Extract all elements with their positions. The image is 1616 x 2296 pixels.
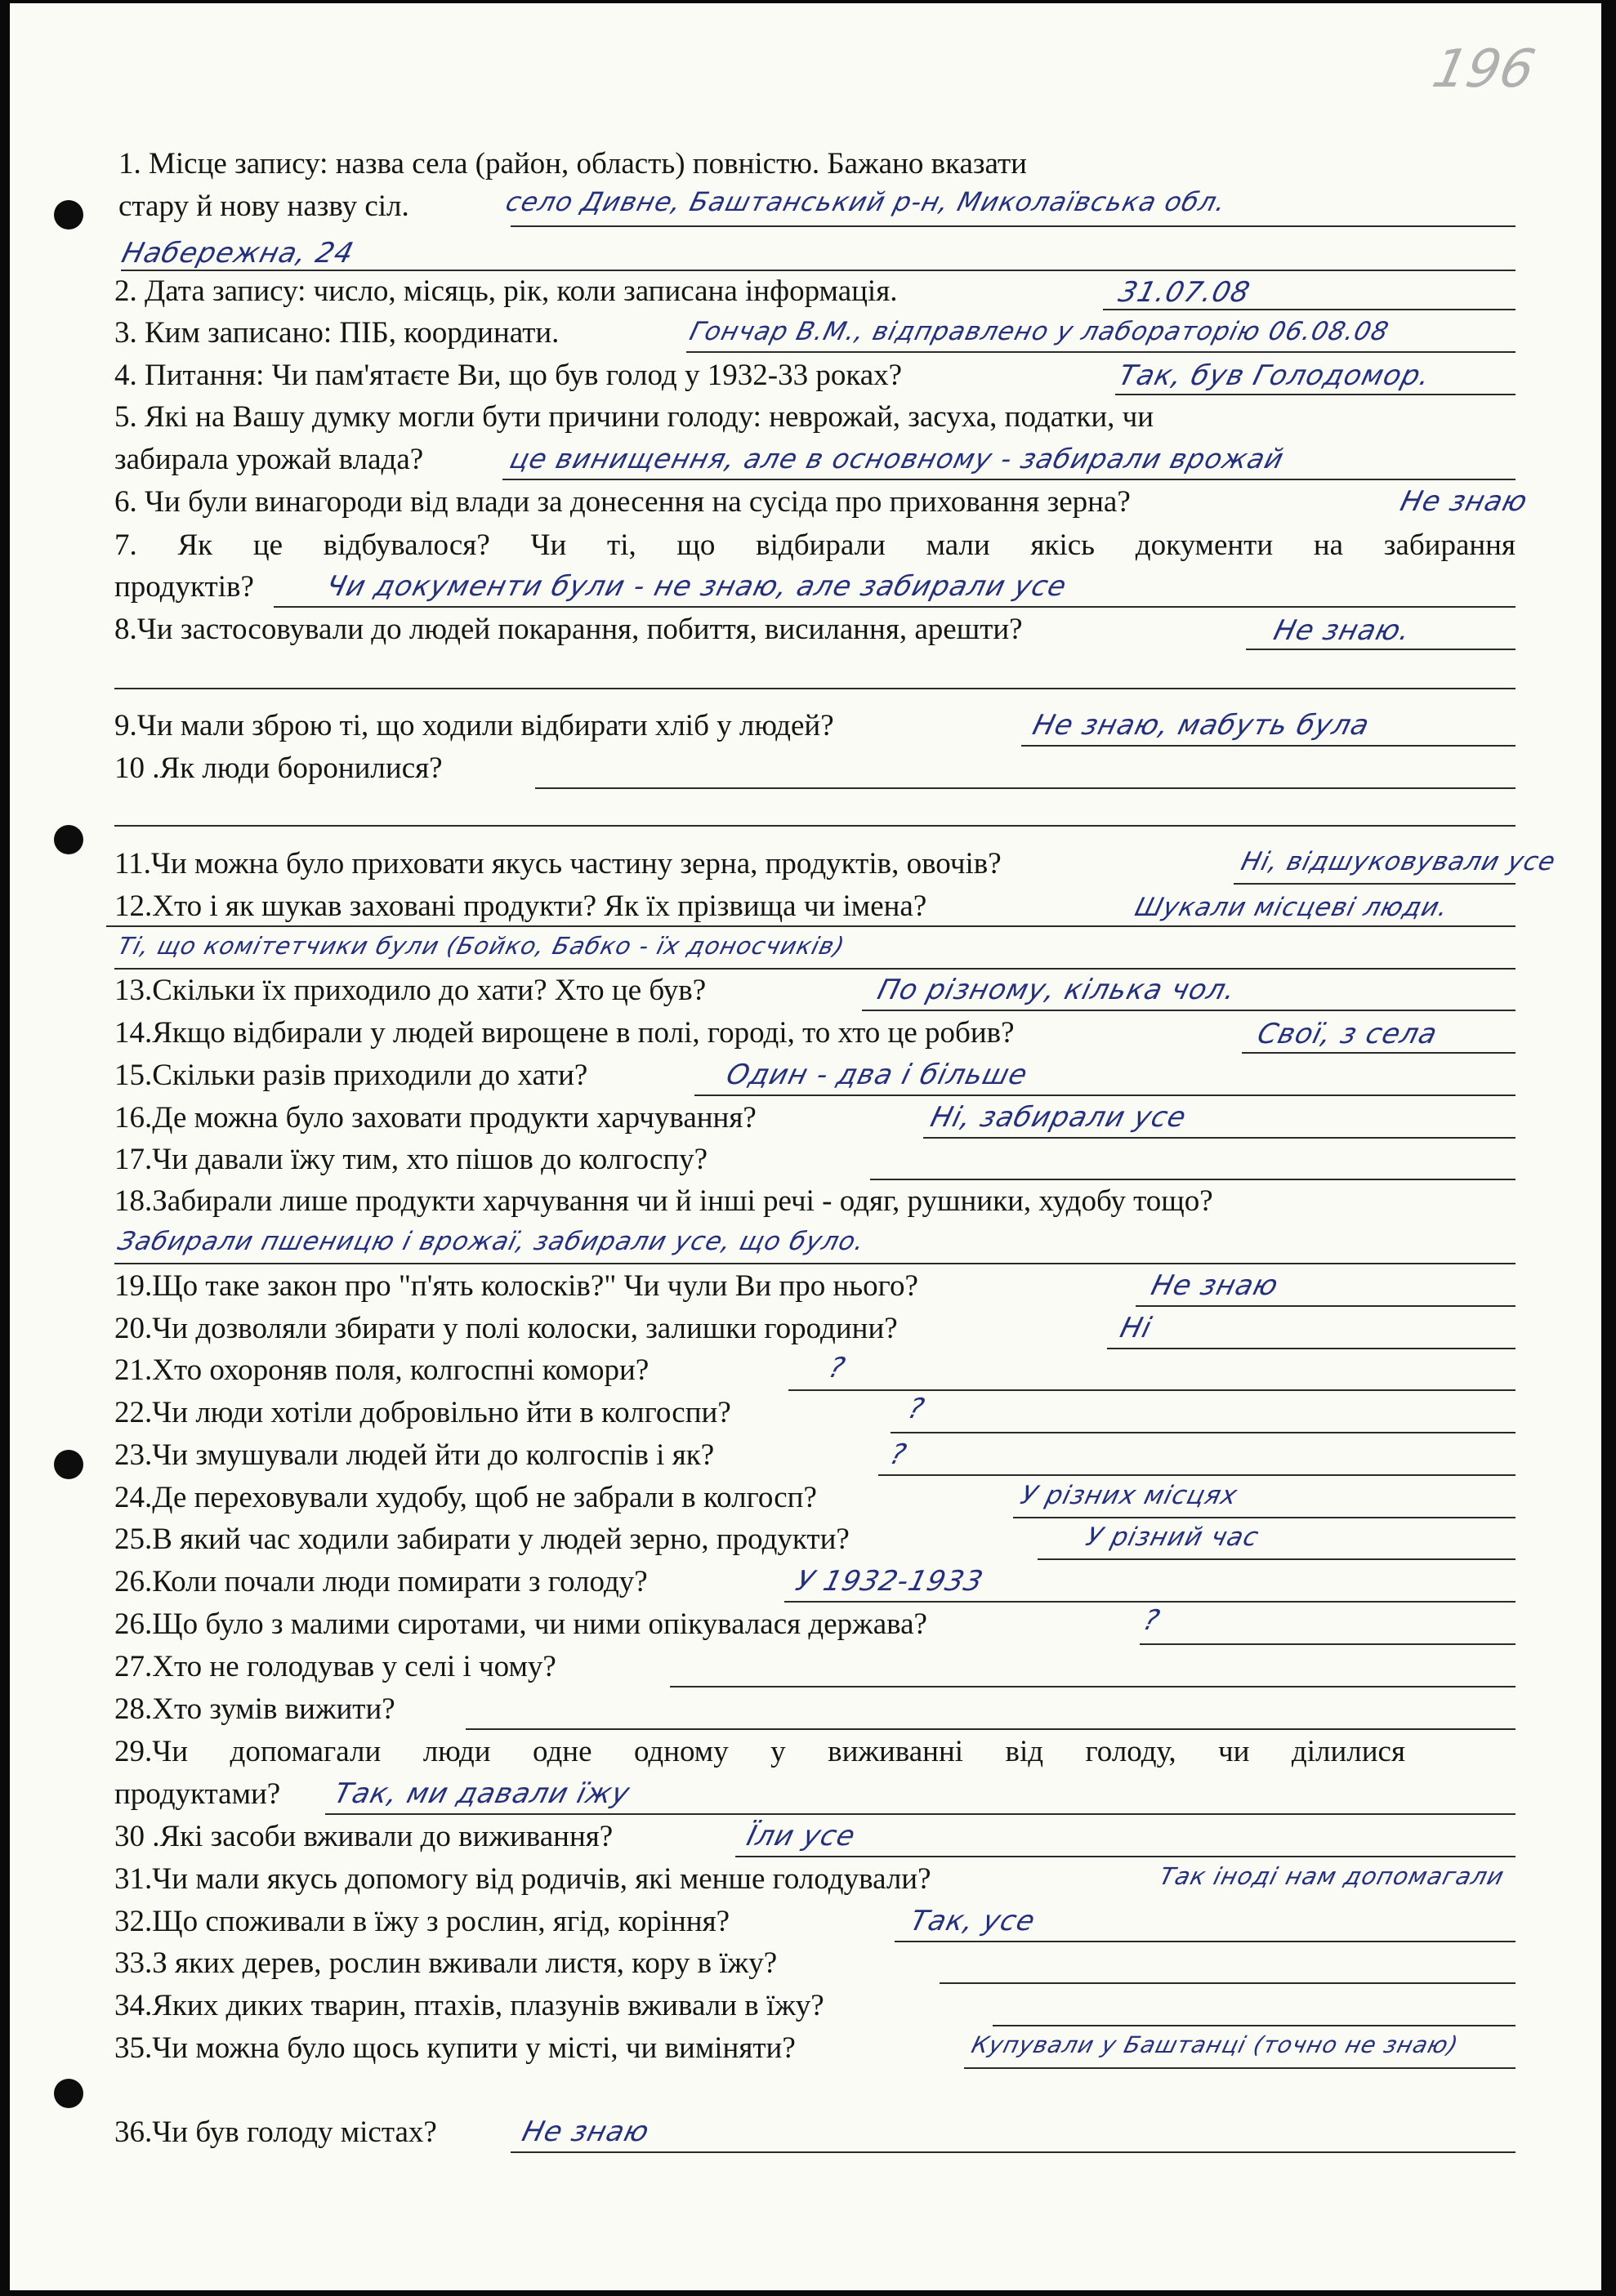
question-27: 27.Хто не голодував у селі і чому? xyxy=(114,1650,556,1683)
answer-21: ? xyxy=(825,1352,850,1384)
answer-line xyxy=(735,1856,1516,1857)
answer-line xyxy=(862,1010,1516,1011)
answer-1b: Набережна, 24 xyxy=(118,237,358,270)
answer-line xyxy=(895,1941,1516,1942)
question-21: 21.Хто охороняв поля, колгоспні комори? xyxy=(114,1353,650,1387)
question-24: 24.Де переховували худобу, щоб не забрали в колгосп? xyxy=(114,1481,817,1514)
answer-line xyxy=(788,1389,1516,1391)
question-26: 26.Коли почали люди помирати з голоду? xyxy=(114,1565,648,1598)
answer-line xyxy=(1246,649,1516,650)
answer-14: Свої, з села xyxy=(1254,1018,1441,1050)
question-13: 13.Скільки їх приходило до хати? Хто це був? xyxy=(114,974,707,1007)
question-18: 18.Забирали лише продукти харчування чи й інші речі - одяг, рушники, худобу тощо? xyxy=(114,1184,1213,1218)
answer-line xyxy=(1140,1643,1516,1645)
answer-line xyxy=(1136,1305,1516,1307)
page-number: 196 xyxy=(1427,39,1541,100)
answer-line xyxy=(964,2067,1516,2069)
answer-line xyxy=(670,1686,1516,1687)
answer-16: Ні, забирали усе xyxy=(927,1101,1190,1134)
question-16: 16.Де можна було заховати продукти харчування? xyxy=(114,1101,757,1135)
answer-line xyxy=(106,925,1516,927)
answer-line xyxy=(686,351,1516,353)
answer-1a: село Дивне, Баштанський р-н, Миколаївська обл. xyxy=(502,186,1230,217)
question-8: 8.Чи застосовували до людей покарання, побиття, висилання, арешти? xyxy=(114,613,1023,646)
question-22: 22.Чи люди хотіли добровільно йти в колгоспи? xyxy=(114,1396,731,1429)
question-3: 3. Ким записано: ПІБ, координати. xyxy=(114,316,560,350)
answer-line xyxy=(511,225,1516,227)
answer-line xyxy=(114,688,1516,689)
binder-hole xyxy=(54,825,83,854)
question-1-line2: стару й нову назву сіл. xyxy=(118,189,409,223)
question-12: 12.Хто і як шукав заховані продукти? Як їх прізвища чи імена? xyxy=(114,889,927,923)
answer-26b: ? xyxy=(1140,1604,1164,1637)
question-30: 30 .Які засоби вживали до виживання? xyxy=(114,1820,614,1853)
answer-18: Забирали пшеницю і врожаї, забирали усе, що було. xyxy=(114,1227,868,1256)
question-9: 9.Чи мали зброю ті, що ходили відбирати хліб у людей? xyxy=(114,709,834,742)
answer-32: Так, усе xyxy=(907,1905,1039,1937)
question-33: 33.З яких дерев, рослин вживали листя, кору в їжу? xyxy=(114,1946,778,1980)
answer-line xyxy=(1107,1348,1516,1349)
question-5-line2: забирала урожай влада? xyxy=(114,443,424,476)
answer-6: Не знаю xyxy=(1397,485,1532,518)
answer-23: ? xyxy=(886,1438,911,1471)
answer-31: Так іноді нам допомагали xyxy=(1156,1862,1507,1890)
question-17: 17.Чи давали їжу тим, хто пішов до колгоспу? xyxy=(114,1143,708,1176)
answer-line xyxy=(694,1095,1516,1096)
answer-26: У 1932-1933 xyxy=(792,1565,987,1598)
answer-25: У різний час xyxy=(1083,1522,1262,1552)
answer-7: Чи документи були - не знаю, але забирали усе xyxy=(323,570,1070,603)
question-35: 35.Чи можна було щось купити у місті, чи виміняти? xyxy=(114,2031,796,2065)
answer-line xyxy=(114,1263,1516,1264)
answer-20: Ні xyxy=(1117,1312,1156,1344)
question-20: 20.Чи дозволяли збирати у полі колоски, залишки городини? xyxy=(114,1312,898,1345)
answer-line xyxy=(1038,1558,1516,1560)
question-4: 4. Питання: Чи пам'ятаєте Ви, що був голод у 1932-33 роках? xyxy=(114,359,903,392)
binder-hole xyxy=(54,2079,83,2108)
answer-2: 31.07.08 xyxy=(1115,276,1254,309)
answer-line xyxy=(940,1982,1516,1984)
answer-line xyxy=(923,1137,1516,1139)
question-5-line1: 5. Які на Вашу думку могли бути причини голоду: неврожай, засуха, податки, чи xyxy=(114,400,1154,434)
answer-22: ? xyxy=(904,1393,929,1425)
question-28: 28.Хто зумів вижити? xyxy=(114,1692,395,1726)
answer-30: Їли усе xyxy=(743,1820,859,1852)
binder-hole xyxy=(54,200,83,230)
answer-line xyxy=(993,2025,1516,2026)
answer-line xyxy=(878,1474,1516,1476)
answer-19: Не знаю xyxy=(1148,1269,1283,1302)
question-2: 2. Дата запису: число, місяць, рік, коли записана інформація. xyxy=(114,274,898,308)
answer-8: Не знаю. xyxy=(1270,614,1414,647)
answer-4: Так, був Голодомор. xyxy=(1115,359,1435,392)
answer-line xyxy=(1115,394,1516,395)
question-15: 15.Скільки разів приходили до хати? xyxy=(114,1059,588,1092)
answer-line xyxy=(784,1601,1516,1603)
question-10: 10 .Як люди боронилися? xyxy=(114,751,443,785)
question-19: 19.Що таке закон про "п'ять колосків?" Чи чули Ви про нього? xyxy=(114,1269,918,1303)
answer-line xyxy=(1103,309,1516,310)
answer-line xyxy=(114,825,1516,827)
answer-line xyxy=(891,1432,1516,1433)
question-6: 6. Чи були винагороди від влади за донесення на сусіда про приховання зерна? xyxy=(114,485,1131,519)
question-29-line2: продуктами? xyxy=(114,1777,281,1811)
answer-line xyxy=(121,270,1516,271)
answer-line xyxy=(466,1728,1516,1730)
question-1-line1: 1. Місце запису: назва села (район, область) повністю. Бажано вказати xyxy=(118,147,1027,181)
answer-line xyxy=(325,1813,1516,1815)
answer-12a: Шукали місцеві люди. xyxy=(1132,893,1452,922)
question-34: 34.Яких диких тварин, птахів, плазунів вживали в їжу? xyxy=(114,1989,824,2022)
answer-3: Гончар В.М., відправлено у лабораторію 06.08.08 xyxy=(686,317,1392,346)
answer-line xyxy=(535,787,1516,789)
answer-line xyxy=(114,968,1516,970)
answer-12b: Ті, що комітетчики були (Бойко, Бабко - їх доносчиків) xyxy=(114,932,848,960)
answer-line xyxy=(511,2151,1516,2153)
answer-13: По різному, кілька чол. xyxy=(874,974,1240,1006)
question-29-line1: 29.Чи допомагали люди одне одному у виживанні від голоду, чи ділилися xyxy=(114,1735,1405,1768)
answer-5: це винищення, але в основному - забирали врожай xyxy=(507,443,1288,475)
question-26b: 26.Що було з малими сиротами, чи ними опікувалася держава? xyxy=(114,1607,927,1641)
binder-hole xyxy=(54,1450,83,1479)
answer-29: Так, ми давали їжу xyxy=(331,1777,634,1810)
question-36: 36.Чи був голоду містах? xyxy=(114,2115,437,2149)
question-7-line2: продуктів? xyxy=(114,570,254,604)
answer-line xyxy=(1021,745,1516,747)
question-7-line1: 7. Як це відбувалося? Чи ті, що відбирали мали якісь документи на забирання xyxy=(114,528,1516,562)
answer-line xyxy=(1234,883,1516,885)
answer-line xyxy=(1242,1052,1516,1054)
answer-36: Не знаю xyxy=(519,2115,654,2148)
answer-line xyxy=(502,479,1516,480)
answer-15: Один - два і більше xyxy=(723,1059,1032,1091)
question-11: 11.Чи можна було приховати якусь частину зерна, продуктів, овочів? xyxy=(114,847,1002,881)
question-31: 31.Чи мали якусь допомогу від родичів, які менше голодували? xyxy=(114,1862,931,1896)
answer-9: Не знаю, мабуть була xyxy=(1029,709,1373,742)
answer-24: У різних місцях xyxy=(1017,1481,1241,1510)
answer-line xyxy=(274,606,1516,608)
question-25: 25.В який час ходили забирати у людей зерно, продукти? xyxy=(114,1522,850,1556)
answer-line xyxy=(870,1179,1516,1180)
answer-35: Купували у Баштанці (точно не знаю) xyxy=(968,2031,1462,2058)
answer-line xyxy=(1013,1517,1516,1518)
question-32: 32.Що споживали в їжу з рослин, ягід, коріння? xyxy=(114,1905,730,1938)
question-23: 23.Чи змушували людей йти до колгоспів і як? xyxy=(114,1438,715,1472)
question-14: 14.Якщо відбирали у людей вирощене в полі, городі, то хто це робив? xyxy=(114,1016,1015,1050)
answer-11: Ні, відшуковували усе xyxy=(1238,847,1560,876)
